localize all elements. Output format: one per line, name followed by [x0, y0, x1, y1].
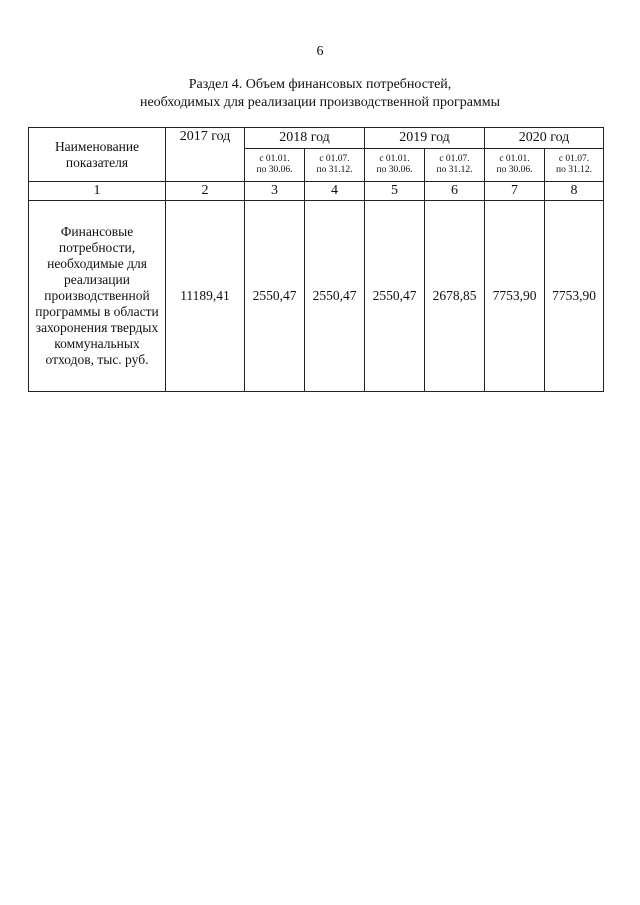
value-2019-h1: 2550,47	[365, 201, 425, 392]
column-number: 8	[545, 182, 604, 201]
value-2019-h2: 2678,85	[425, 201, 485, 392]
financial-needs-table	[28, 127, 604, 392]
header-period-2018-h2: с 01.07. по 31.12.	[305, 149, 365, 182]
header-indicator-name: Наименование показателя	[29, 128, 166, 182]
page-number: 6	[316, 44, 324, 59]
header-period-2020-h2: с 01.07. по 31.12.	[545, 149, 604, 182]
table-row	[29, 201, 604, 392]
column-number: 3	[245, 182, 305, 201]
section-title-line-1: Раздел 4. Объем финансовых потребностей,	[188, 77, 452, 92]
header-year-2019: 2019 год	[365, 128, 485, 149]
value-2018-h1: 2550,47	[245, 201, 305, 392]
section-title	[0, 76, 640, 112]
value-2020-h1: 7753,90	[485, 201, 545, 392]
row-indicator-name: Финансовые потребности, необходимые для реализации производственной программы в области захоронения твердых коммунальных отходов, тыс. руб.	[29, 201, 166, 392]
column-number-row	[29, 182, 604, 201]
header-year-2018: 2018 год	[245, 128, 365, 149]
header-period-2018-h1: с 01.01. по 30.06.	[245, 149, 305, 182]
column-number: 6	[425, 182, 485, 201]
header-period-2019-h2: с 01.07. по 31.12.	[425, 149, 485, 182]
header-period-2020-h1: с 01.01. по 30.06.	[485, 149, 545, 182]
value-2017: 11189,41	[166, 201, 245, 392]
header-year-2017: 2017 год	[166, 128, 245, 182]
column-number: 4	[305, 182, 365, 201]
column-number: 5	[365, 182, 425, 201]
section-title-line-2: необходимых для реализации производственной программы	[139, 95, 501, 110]
value-2020-h2: 7753,90	[545, 201, 604, 392]
header-period-2019-h1: с 01.01. по 30.06.	[365, 149, 425, 182]
column-number: 2	[166, 182, 245, 201]
column-number: 7	[485, 182, 545, 201]
header-year-2020: 2020 год	[485, 128, 604, 149]
column-number: 1	[29, 182, 166, 201]
value-2018-h2: 2550,47	[305, 201, 365, 392]
